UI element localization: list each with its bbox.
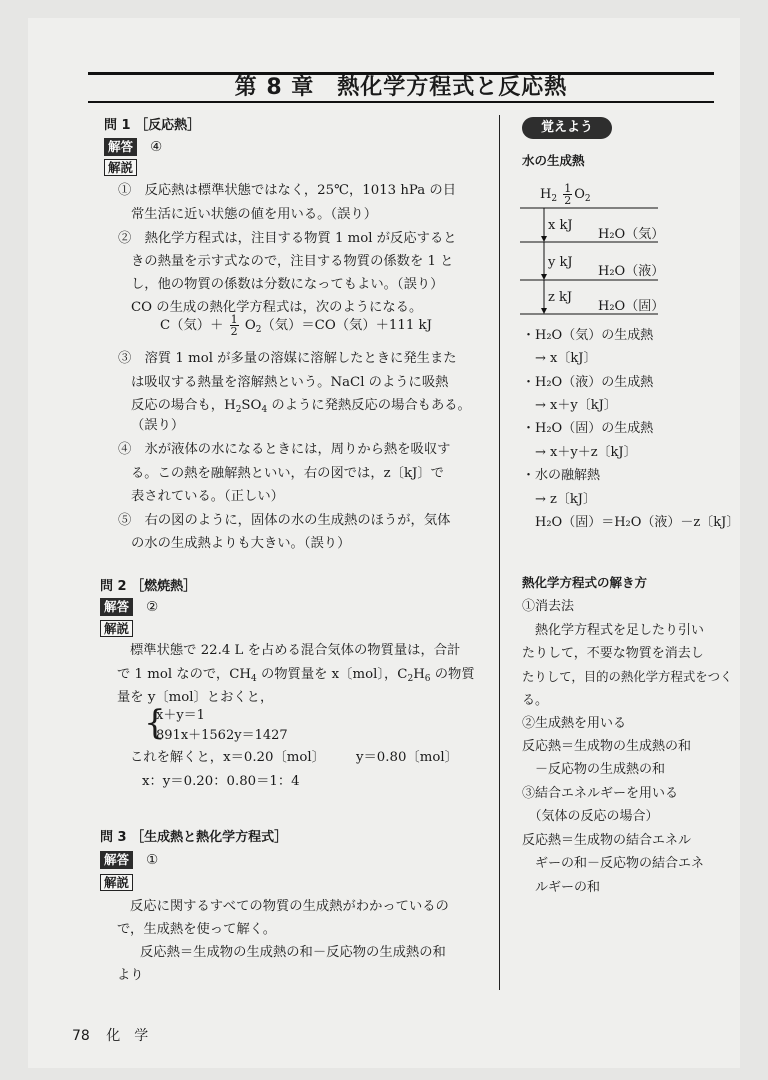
z-kj-label: z kJ — [548, 290, 573, 305]
summary-7: ・水の融解熱 — [522, 468, 601, 483]
method-5: る。 — [522, 693, 549, 708]
method-9: ③結合エネルギーを用いる — [522, 786, 679, 801]
summary-9: H₂O（固）＝H₂O（液）－z〔kJ〕 — [522, 515, 740, 530]
summary-4: → x＋y〔kJ〕 — [522, 398, 617, 413]
q3-answer-row — [100, 849, 158, 873]
q3-answer-value: ① — [146, 853, 159, 868]
method-2: 熱化学方程式を足したり引い — [522, 623, 705, 638]
chapter-rule-bottom — [88, 101, 714, 103]
eq-o: O — [244, 318, 256, 333]
q1-explain-row — [104, 157, 137, 176]
q1-answer-label: 解答 — [104, 138, 137, 156]
y-kj-label: y kJ — [548, 255, 573, 270]
q1-line-10: （誤り） — [131, 418, 185, 433]
method-13: ルギーの和 — [522, 880, 601, 895]
q2-explain-label: 解説 — [100, 620, 133, 637]
q1-line-7: ③ 溶質 1 mol が多量の溶媒に溶解したときに発生また — [118, 351, 457, 366]
q2-explain-row — [100, 618, 133, 637]
q1-line-4: きの熱量を示す式なので，注目する物質の係数を 1 と — [131, 254, 454, 269]
method-3: たりして，不要な物質を消去し — [522, 646, 704, 661]
q3-explain-label: 解説 — [100, 874, 133, 891]
level-solid-label: H₂O（固） — [598, 299, 665, 314]
summary-1: ・H₂O（気）の生成熱 — [522, 328, 654, 343]
q1-line-2: 常生活に近い状態の値を用いる。（誤り） — [131, 207, 377, 222]
diagram-title: 水の生成熱 — [522, 153, 585, 168]
q2-line-5: x：y＝0.20：0.80＝1：4 — [142, 774, 300, 789]
q2-answer-row — [100, 596, 158, 620]
summary-3: ・H₂O（液）の生成熱 — [522, 375, 654, 390]
arrowhead-y — [541, 274, 547, 280]
q1-answer-row — [104, 136, 162, 160]
method-10: （気体の反応の場合） — [522, 809, 659, 824]
q1-line-12: る。この熱を融解熱といい，右の図では，z〔kJ〕で — [131, 466, 444, 481]
eq-rest: （気）＝CO（気）＋111 kJ — [261, 318, 432, 333]
q1-line-14: ⑤ 右の図のように，固体の水の生成熱のほうが，気体 — [118, 513, 451, 528]
method-8: －反応物の生成熱の和 — [522, 762, 666, 777]
system-eq-2: 891x＋1562y＝1427 — [156, 728, 288, 743]
page-footer — [72, 1025, 148, 1045]
q2-answer-label: 解答 — [100, 598, 133, 616]
chapter-title: 第 8 章 熱化学方程式と反応熱 — [234, 75, 568, 100]
q1-line-15: の水の生成熱よりも大きい。（誤り） — [131, 536, 351, 551]
q1-line-3: ② 熱化学方程式は，注目する物質 1 mol が反応すると — [118, 231, 457, 246]
q2-heading: 問 2 ［燃焼熱］ — [100, 579, 197, 594]
q3-line-3: 反応熱＝生成物の生成熱の和－反応物の生成熱の和 — [140, 945, 446, 960]
q3-heading: 問 3 ［生成熱と熱化学方程式］ — [100, 830, 288, 845]
q1-line-6: CO の生成の熱化学方程式は，次のようになる。 — [131, 300, 423, 315]
summary-8: → z〔kJ〕 — [522, 492, 596, 507]
method-12: ギーの和－反応物の結合エネ — [522, 856, 705, 871]
system-brace: { — [144, 703, 166, 743]
remember-badge: 覚えよう — [522, 117, 612, 139]
q2-line-4b: y＝0.80〔mol〕 — [356, 750, 458, 765]
summary-5: ・H₂O（固）の生成熱 — [522, 421, 654, 436]
method-4: たりして，目的の熱化学方程式をつく — [522, 669, 733, 684]
q1-explain-label: 解説 — [104, 159, 137, 176]
q3-answer-label: 解答 — [100, 851, 133, 869]
q2-line-2: で 1 mol なので，$CH_4$ の物質量を x〔mol〕，$C_2H_6$ の物質 — [117, 667, 475, 684]
arrowhead-z — [541, 308, 547, 314]
q1-line-8: は吸収する熱量を溶解熱という。NaCl のように吸熱 — [131, 375, 449, 390]
column-divider — [499, 115, 500, 990]
q3-line-2: で，生成熱を使って解く。 — [117, 922, 277, 937]
arrowhead-x — [541, 236, 547, 242]
summary-2: → x〔kJ〕 — [522, 351, 597, 366]
q3-line-4: より — [117, 968, 144, 983]
co-equation: C（気）＋ $\frac{1}{2}$ $O_2$（気）＝CO（気）＋111 kJ — [160, 313, 432, 338]
method-6: ②生成熱を用いる — [522, 716, 627, 731]
q1-heading: 問 1 ［反応熱］ — [104, 118, 201, 133]
q2-answer-value: ② — [146, 600, 159, 615]
q3-explain-row — [100, 872, 133, 891]
q1-line-11: ④ 氷が液体の水になるときには，周りから熱を吸収す — [118, 442, 451, 457]
q2-line-4a: これを解くと，x＝0.20〔mol〕 — [130, 750, 325, 765]
x-kj-label: x kJ — [548, 218, 573, 233]
subject-label: 化 学 — [106, 1028, 149, 1044]
q1-line-13: 表されている。（正しい） — [131, 489, 284, 504]
method-1: ①消去法 — [522, 599, 575, 614]
q1-answer-value: ④ — [150, 140, 163, 155]
level-liquid-label: H₂O（液） — [598, 264, 665, 279]
summary-6: → x＋y＋z〔kJ〕 — [522, 445, 637, 460]
eq-c: C（気）＋ — [160, 318, 224, 333]
method-title: 熱化学方程式の解き方 — [522, 575, 648, 590]
q1-line-9: 反応の場合も，$H_2SO_4$ のように発熱反応の場合もある。 — [131, 398, 471, 415]
system-eq-1: x＋y＝1 — [156, 708, 205, 723]
diagram-top-label: $H_2$ $\frac{1}{2}$ $O_2$ — [540, 182, 591, 207]
q1-line-1: ① 反応熱は標準状態ではなく，25℃，1013 hPa の日 — [118, 183, 457, 198]
q2-line-1: 標準状態で 22.4 L を占める混合気体の物質量は，合計 — [130, 643, 461, 658]
q1-line-5: し，他の物質の係数は分数になってもよい。（誤り） — [131, 277, 444, 292]
q3-line-1: 反応に関するすべての物質の生成熱がわかっているの — [130, 899, 449, 914]
page-number: 78 — [72, 1028, 90, 1044]
method-11: 反応熱＝生成物の結合エネル — [522, 833, 692, 848]
eq-fraction: $\frac{1}{2}$ — [230, 313, 238, 338]
level-gas-label: H₂O（気） — [598, 227, 665, 242]
method-7: 反応熱＝生成物の生成熱の和 — [522, 739, 692, 754]
q2-line-3: 量を y〔mol〕とおくと， — [117, 690, 274, 705]
